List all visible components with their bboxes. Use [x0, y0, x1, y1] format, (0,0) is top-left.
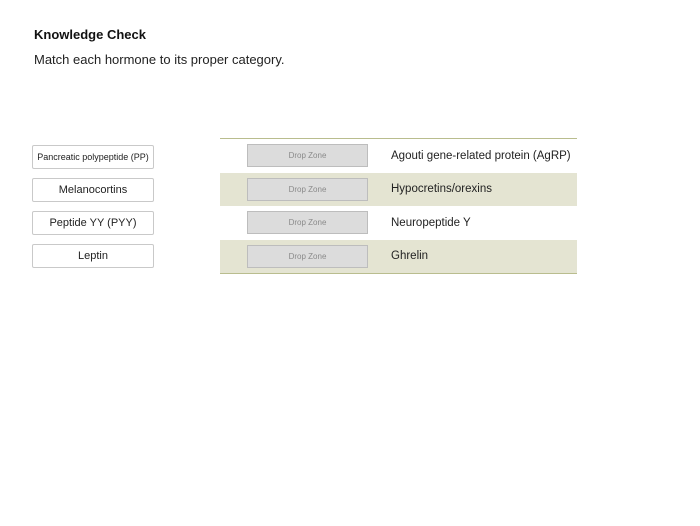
draggable-item-peptide-yy[interactable]: Peptide YY (PYY)	[32, 211, 154, 235]
match-row	[220, 240, 577, 274]
match-table	[220, 138, 577, 274]
match-row	[220, 173, 577, 207]
drop-zone[interactable]: Drop Zone	[247, 245, 368, 268]
draggable-item-melanocortins[interactable]: Melanocortins	[32, 178, 154, 202]
match-row	[220, 139, 577, 173]
category-label: Ghrelin	[391, 250, 429, 263]
drop-zone[interactable]: Drop Zone	[247, 144, 368, 167]
category-label: Neuropeptide Y	[391, 216, 471, 229]
match-row	[220, 206, 577, 240]
page-title: Knowledge Check	[34, 27, 146, 42]
drop-zone[interactable]: Drop Zone	[247, 178, 368, 201]
draggable-item-leptin[interactable]: Leptin	[32, 244, 154, 268]
category-label: Agouti gene-related protein (AgRP)	[391, 149, 571, 162]
draggable-items	[32, 145, 154, 277]
draggable-item-pancreatic-polypeptide[interactable]: Pancreatic polypeptide (PP)	[32, 145, 154, 169]
drop-zone[interactable]: Drop Zone	[247, 211, 368, 234]
category-label: Hypocretins/orexins	[391, 183, 492, 196]
instruction-text: Match each hormone to its proper category.	[34, 52, 285, 67]
